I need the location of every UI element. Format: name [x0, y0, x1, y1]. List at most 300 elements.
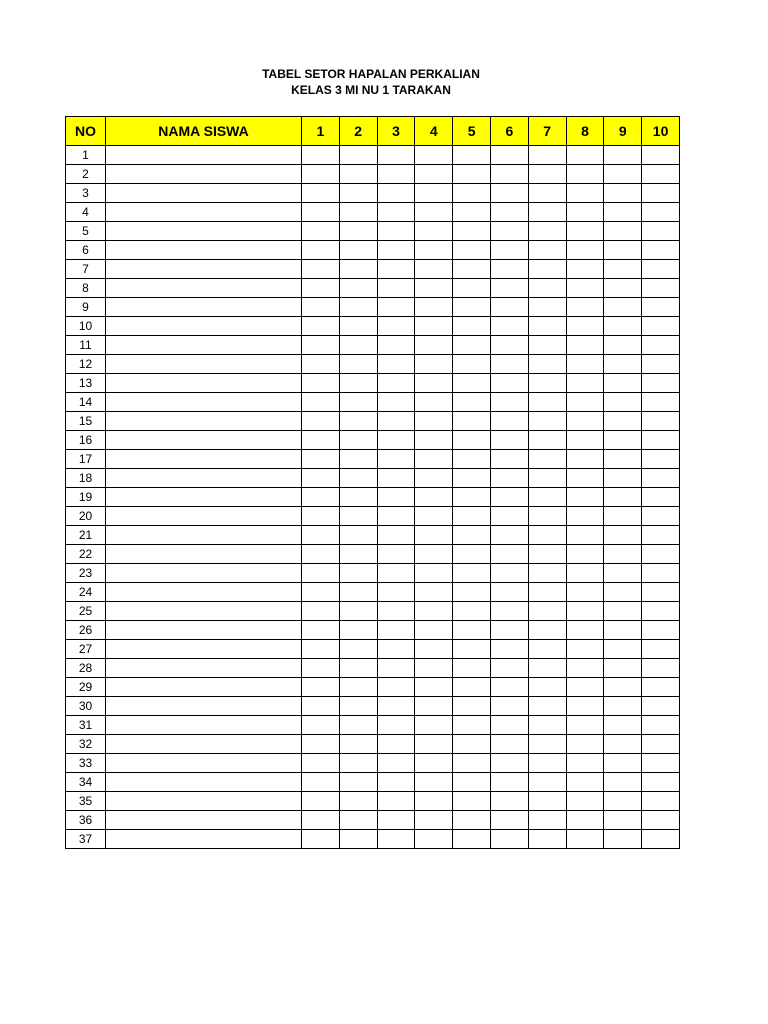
- table-mark-cell[interactable]: [604, 317, 642, 336]
- table-mark-cell[interactable]: [566, 678, 604, 697]
- table-mark-cell[interactable]: [339, 165, 377, 184]
- table-mark-cell[interactable]: [302, 640, 340, 659]
- table-mark-cell[interactable]: [415, 393, 453, 412]
- table-mark-cell[interactable]: [339, 260, 377, 279]
- table-mark-cell[interactable]: [528, 374, 566, 393]
- table-mark-cell[interactable]: [604, 830, 642, 849]
- table-mark-cell[interactable]: [339, 412, 377, 431]
- table-mark-cell[interactable]: [528, 564, 566, 583]
- table-mark-cell[interactable]: [490, 469, 528, 488]
- table-mark-cell[interactable]: [528, 735, 566, 754]
- table-mark-cell[interactable]: [453, 754, 491, 773]
- table-mark-cell[interactable]: [377, 184, 415, 203]
- table-mark-cell[interactable]: [302, 431, 340, 450]
- table-mark-cell[interactable]: [490, 374, 528, 393]
- table-mark-cell[interactable]: [302, 203, 340, 222]
- table-mark-cell[interactable]: [642, 678, 680, 697]
- student-name-cell[interactable]: [106, 165, 302, 184]
- table-mark-cell[interactable]: [339, 659, 377, 678]
- table-mark-cell[interactable]: [528, 678, 566, 697]
- table-mark-cell[interactable]: [566, 697, 604, 716]
- table-mark-cell[interactable]: [453, 222, 491, 241]
- student-name-cell[interactable]: [106, 317, 302, 336]
- student-name-cell[interactable]: [106, 488, 302, 507]
- table-mark-cell[interactable]: [339, 184, 377, 203]
- table-mark-cell[interactable]: [302, 298, 340, 317]
- table-mark-cell[interactable]: [566, 184, 604, 203]
- table-mark-cell[interactable]: [302, 545, 340, 564]
- table-mark-cell[interactable]: [377, 735, 415, 754]
- table-mark-cell[interactable]: [490, 526, 528, 545]
- table-mark-cell[interactable]: [453, 450, 491, 469]
- table-mark-cell[interactable]: [528, 659, 566, 678]
- table-mark-cell[interactable]: [453, 412, 491, 431]
- table-mark-cell[interactable]: [604, 298, 642, 317]
- table-mark-cell[interactable]: [566, 393, 604, 412]
- table-mark-cell[interactable]: [453, 374, 491, 393]
- student-name-cell[interactable]: [106, 697, 302, 716]
- table-mark-cell[interactable]: [604, 526, 642, 545]
- table-mark-cell[interactable]: [302, 526, 340, 545]
- table-mark-cell[interactable]: [604, 507, 642, 526]
- table-mark-cell[interactable]: [339, 241, 377, 260]
- student-name-cell[interactable]: [106, 830, 302, 849]
- table-mark-cell[interactable]: [604, 621, 642, 640]
- table-mark-cell[interactable]: [604, 735, 642, 754]
- student-name-cell[interactable]: [106, 754, 302, 773]
- table-mark-cell[interactable]: [339, 279, 377, 298]
- table-mark-cell[interactable]: [415, 450, 453, 469]
- table-mark-cell[interactable]: [415, 165, 453, 184]
- student-name-cell[interactable]: [106, 583, 302, 602]
- table-mark-cell[interactable]: [566, 450, 604, 469]
- table-mark-cell[interactable]: [302, 811, 340, 830]
- table-mark-cell[interactable]: [642, 583, 680, 602]
- table-mark-cell[interactable]: [642, 222, 680, 241]
- table-mark-cell[interactable]: [415, 792, 453, 811]
- table-mark-cell[interactable]: [415, 260, 453, 279]
- table-mark-cell[interactable]: [604, 222, 642, 241]
- table-mark-cell[interactable]: [604, 184, 642, 203]
- table-mark-cell[interactable]: [604, 393, 642, 412]
- table-mark-cell[interactable]: [566, 317, 604, 336]
- table-mark-cell[interactable]: [377, 526, 415, 545]
- table-mark-cell[interactable]: [604, 602, 642, 621]
- table-mark-cell[interactable]: [528, 792, 566, 811]
- table-mark-cell[interactable]: [302, 488, 340, 507]
- table-mark-cell[interactable]: [453, 545, 491, 564]
- table-mark-cell[interactable]: [302, 507, 340, 526]
- table-mark-cell[interactable]: [453, 735, 491, 754]
- table-mark-cell[interactable]: [339, 716, 377, 735]
- table-mark-cell[interactable]: [377, 564, 415, 583]
- table-mark-cell[interactable]: [566, 355, 604, 374]
- table-mark-cell[interactable]: [453, 792, 491, 811]
- table-mark-cell[interactable]: [604, 754, 642, 773]
- table-mark-cell[interactable]: [528, 355, 566, 374]
- table-mark-cell[interactable]: [415, 203, 453, 222]
- table-mark-cell[interactable]: [490, 697, 528, 716]
- table-mark-cell[interactable]: [415, 184, 453, 203]
- table-mark-cell[interactable]: [415, 526, 453, 545]
- table-mark-cell[interactable]: [566, 165, 604, 184]
- table-mark-cell[interactable]: [566, 222, 604, 241]
- table-mark-cell[interactable]: [339, 336, 377, 355]
- table-mark-cell[interactable]: [490, 241, 528, 260]
- table-mark-cell[interactable]: [377, 260, 415, 279]
- table-mark-cell[interactable]: [377, 317, 415, 336]
- table-mark-cell[interactable]: [528, 583, 566, 602]
- table-mark-cell[interactable]: [453, 697, 491, 716]
- table-mark-cell[interactable]: [566, 412, 604, 431]
- table-mark-cell[interactable]: [566, 773, 604, 792]
- table-mark-cell[interactable]: [490, 393, 528, 412]
- table-mark-cell[interactable]: [490, 583, 528, 602]
- table-mark-cell[interactable]: [490, 355, 528, 374]
- table-mark-cell[interactable]: [339, 222, 377, 241]
- table-mark-cell[interactable]: [528, 317, 566, 336]
- table-mark-cell[interactable]: [377, 678, 415, 697]
- table-mark-cell[interactable]: [415, 355, 453, 374]
- table-mark-cell[interactable]: [377, 697, 415, 716]
- table-mark-cell[interactable]: [339, 146, 377, 165]
- table-mark-cell[interactable]: [566, 279, 604, 298]
- table-mark-cell[interactable]: [642, 431, 680, 450]
- table-mark-cell[interactable]: [377, 298, 415, 317]
- table-mark-cell[interactable]: [490, 678, 528, 697]
- table-mark-cell[interactable]: [528, 469, 566, 488]
- table-mark-cell[interactable]: [415, 146, 453, 165]
- table-mark-cell[interactable]: [566, 507, 604, 526]
- student-name-cell[interactable]: [106, 735, 302, 754]
- table-mark-cell[interactable]: [490, 431, 528, 450]
- table-mark-cell[interactable]: [642, 336, 680, 355]
- table-mark-cell[interactable]: [453, 640, 491, 659]
- table-mark-cell[interactable]: [528, 260, 566, 279]
- table-mark-cell[interactable]: [528, 526, 566, 545]
- table-mark-cell[interactable]: [604, 279, 642, 298]
- student-name-cell[interactable]: [106, 450, 302, 469]
- table-mark-cell[interactable]: [453, 146, 491, 165]
- table-mark-cell[interactable]: [490, 564, 528, 583]
- table-mark-cell[interactable]: [453, 716, 491, 735]
- table-mark-cell[interactable]: [339, 298, 377, 317]
- table-mark-cell[interactable]: [415, 298, 453, 317]
- table-mark-cell[interactable]: [528, 336, 566, 355]
- table-mark-cell[interactable]: [566, 241, 604, 260]
- table-mark-cell[interactable]: [339, 431, 377, 450]
- table-mark-cell[interactable]: [528, 488, 566, 507]
- table-mark-cell[interactable]: [528, 203, 566, 222]
- table-mark-cell[interactable]: [528, 507, 566, 526]
- table-mark-cell[interactable]: [453, 260, 491, 279]
- table-mark-cell[interactable]: [566, 583, 604, 602]
- student-name-cell[interactable]: [106, 184, 302, 203]
- table-mark-cell[interactable]: [377, 621, 415, 640]
- table-mark-cell[interactable]: [415, 222, 453, 241]
- student-name-cell[interactable]: [106, 336, 302, 355]
- table-mark-cell[interactable]: [302, 279, 340, 298]
- table-mark-cell[interactable]: [302, 393, 340, 412]
- table-mark-cell[interactable]: [339, 545, 377, 564]
- table-mark-cell[interactable]: [415, 241, 453, 260]
- student-name-cell[interactable]: [106, 716, 302, 735]
- table-mark-cell[interactable]: [528, 754, 566, 773]
- table-mark-cell[interactable]: [377, 412, 415, 431]
- table-mark-cell[interactable]: [490, 754, 528, 773]
- table-mark-cell[interactable]: [490, 602, 528, 621]
- table-mark-cell[interactable]: [377, 640, 415, 659]
- table-mark-cell[interactable]: [339, 317, 377, 336]
- student-name-cell[interactable]: [106, 374, 302, 393]
- student-name-cell[interactable]: [106, 393, 302, 412]
- student-name-cell[interactable]: [106, 564, 302, 583]
- table-mark-cell[interactable]: [302, 355, 340, 374]
- table-mark-cell[interactable]: [566, 735, 604, 754]
- student-name-cell[interactable]: [106, 298, 302, 317]
- table-mark-cell[interactable]: [604, 716, 642, 735]
- table-mark-cell[interactable]: [415, 754, 453, 773]
- table-mark-cell[interactable]: [377, 716, 415, 735]
- table-mark-cell[interactable]: [642, 811, 680, 830]
- table-mark-cell[interactable]: [415, 602, 453, 621]
- table-mark-cell[interactable]: [642, 640, 680, 659]
- table-mark-cell[interactable]: [415, 811, 453, 830]
- table-mark-cell[interactable]: [377, 488, 415, 507]
- table-mark-cell[interactable]: [490, 830, 528, 849]
- table-mark-cell[interactable]: [566, 640, 604, 659]
- table-mark-cell[interactable]: [490, 488, 528, 507]
- table-mark-cell[interactable]: [566, 336, 604, 355]
- table-mark-cell[interactable]: [302, 241, 340, 260]
- table-mark-cell[interactable]: [415, 583, 453, 602]
- table-mark-cell[interactable]: [642, 374, 680, 393]
- table-mark-cell[interactable]: [604, 640, 642, 659]
- table-mark-cell[interactable]: [528, 773, 566, 792]
- table-mark-cell[interactable]: [377, 583, 415, 602]
- table-mark-cell[interactable]: [377, 811, 415, 830]
- table-mark-cell[interactable]: [339, 488, 377, 507]
- table-mark-cell[interactable]: [302, 564, 340, 583]
- table-mark-cell[interactable]: [302, 602, 340, 621]
- table-mark-cell[interactable]: [490, 298, 528, 317]
- table-mark-cell[interactable]: [566, 754, 604, 773]
- table-mark-cell[interactable]: [490, 621, 528, 640]
- table-mark-cell[interactable]: [604, 450, 642, 469]
- table-mark-cell[interactable]: [566, 374, 604, 393]
- table-mark-cell[interactable]: [453, 488, 491, 507]
- table-mark-cell[interactable]: [415, 621, 453, 640]
- table-mark-cell[interactable]: [415, 830, 453, 849]
- table-mark-cell[interactable]: [566, 792, 604, 811]
- table-mark-cell[interactable]: [339, 773, 377, 792]
- table-mark-cell[interactable]: [453, 241, 491, 260]
- table-mark-cell[interactable]: [377, 355, 415, 374]
- table-mark-cell[interactable]: [604, 564, 642, 583]
- table-mark-cell[interactable]: [302, 773, 340, 792]
- table-mark-cell[interactable]: [415, 488, 453, 507]
- table-mark-cell[interactable]: [339, 697, 377, 716]
- table-mark-cell[interactable]: [415, 469, 453, 488]
- table-mark-cell[interactable]: [642, 773, 680, 792]
- table-mark-cell[interactable]: [642, 146, 680, 165]
- table-mark-cell[interactable]: [490, 222, 528, 241]
- table-mark-cell[interactable]: [377, 450, 415, 469]
- table-mark-cell[interactable]: [642, 412, 680, 431]
- table-mark-cell[interactable]: [528, 450, 566, 469]
- table-mark-cell[interactable]: [490, 659, 528, 678]
- table-mark-cell[interactable]: [377, 431, 415, 450]
- table-mark-cell[interactable]: [415, 545, 453, 564]
- table-mark-cell[interactable]: [415, 279, 453, 298]
- table-mark-cell[interactable]: [642, 564, 680, 583]
- table-mark-cell[interactable]: [604, 773, 642, 792]
- table-mark-cell[interactable]: [453, 469, 491, 488]
- table-mark-cell[interactable]: [377, 507, 415, 526]
- table-mark-cell[interactable]: [453, 203, 491, 222]
- table-mark-cell[interactable]: [453, 659, 491, 678]
- table-mark-cell[interactable]: [490, 146, 528, 165]
- table-mark-cell[interactable]: [490, 184, 528, 203]
- student-name-cell[interactable]: [106, 773, 302, 792]
- table-mark-cell[interactable]: [642, 450, 680, 469]
- table-mark-cell[interactable]: [566, 146, 604, 165]
- table-mark-cell[interactable]: [377, 203, 415, 222]
- table-mark-cell[interactable]: [453, 773, 491, 792]
- table-mark-cell[interactable]: [604, 431, 642, 450]
- table-mark-cell[interactable]: [528, 279, 566, 298]
- table-mark-cell[interactable]: [642, 469, 680, 488]
- student-name-cell[interactable]: [106, 659, 302, 678]
- table-mark-cell[interactable]: [528, 431, 566, 450]
- table-mark-cell[interactable]: [339, 393, 377, 412]
- student-name-cell[interactable]: [106, 146, 302, 165]
- table-mark-cell[interactable]: [377, 830, 415, 849]
- table-mark-cell[interactable]: [377, 279, 415, 298]
- table-mark-cell[interactable]: [415, 697, 453, 716]
- table-mark-cell[interactable]: [604, 583, 642, 602]
- table-mark-cell[interactable]: [302, 697, 340, 716]
- student-name-cell[interactable]: [106, 431, 302, 450]
- student-name-cell[interactable]: [106, 545, 302, 564]
- table-mark-cell[interactable]: [453, 602, 491, 621]
- table-mark-cell[interactable]: [302, 830, 340, 849]
- table-mark-cell[interactable]: [377, 773, 415, 792]
- table-mark-cell[interactable]: [339, 811, 377, 830]
- table-mark-cell[interactable]: [302, 450, 340, 469]
- table-mark-cell[interactable]: [604, 659, 642, 678]
- table-mark-cell[interactable]: [339, 621, 377, 640]
- table-mark-cell[interactable]: [528, 640, 566, 659]
- table-mark-cell[interactable]: [339, 507, 377, 526]
- table-mark-cell[interactable]: [339, 526, 377, 545]
- table-mark-cell[interactable]: [377, 146, 415, 165]
- table-mark-cell[interactable]: [302, 469, 340, 488]
- student-name-cell[interactable]: [106, 412, 302, 431]
- table-mark-cell[interactable]: [566, 659, 604, 678]
- student-name-cell[interactable]: [106, 260, 302, 279]
- table-mark-cell[interactable]: [528, 602, 566, 621]
- table-mark-cell[interactable]: [377, 545, 415, 564]
- table-mark-cell[interactable]: [566, 716, 604, 735]
- table-mark-cell[interactable]: [642, 184, 680, 203]
- table-mark-cell[interactable]: [566, 298, 604, 317]
- table-mark-cell[interactable]: [604, 374, 642, 393]
- table-mark-cell[interactable]: [528, 412, 566, 431]
- table-mark-cell[interactable]: [604, 241, 642, 260]
- table-mark-cell[interactable]: [642, 260, 680, 279]
- table-mark-cell[interactable]: [339, 355, 377, 374]
- table-mark-cell[interactable]: [302, 184, 340, 203]
- table-mark-cell[interactable]: [302, 165, 340, 184]
- table-mark-cell[interactable]: [453, 678, 491, 697]
- table-mark-cell[interactable]: [415, 317, 453, 336]
- table-mark-cell[interactable]: [377, 469, 415, 488]
- table-mark-cell[interactable]: [377, 374, 415, 393]
- table-mark-cell[interactable]: [453, 564, 491, 583]
- table-mark-cell[interactable]: [302, 659, 340, 678]
- table-mark-cell[interactable]: [642, 355, 680, 374]
- table-mark-cell[interactable]: [453, 507, 491, 526]
- table-mark-cell[interactable]: [566, 469, 604, 488]
- table-mark-cell[interactable]: [604, 203, 642, 222]
- table-mark-cell[interactable]: [377, 241, 415, 260]
- table-mark-cell[interactable]: [453, 317, 491, 336]
- table-mark-cell[interactable]: [302, 792, 340, 811]
- student-name-cell[interactable]: [106, 241, 302, 260]
- table-mark-cell[interactable]: [453, 811, 491, 830]
- table-mark-cell[interactable]: [528, 146, 566, 165]
- table-mark-cell[interactable]: [453, 336, 491, 355]
- student-name-cell[interactable]: [106, 526, 302, 545]
- table-mark-cell[interactable]: [339, 469, 377, 488]
- table-mark-cell[interactable]: [415, 678, 453, 697]
- table-mark-cell[interactable]: [490, 336, 528, 355]
- table-mark-cell[interactable]: [453, 298, 491, 317]
- table-mark-cell[interactable]: [604, 545, 642, 564]
- table-mark-cell[interactable]: [302, 735, 340, 754]
- table-mark-cell[interactable]: [453, 393, 491, 412]
- table-mark-cell[interactable]: [642, 792, 680, 811]
- table-mark-cell[interactable]: [642, 393, 680, 412]
- table-mark-cell[interactable]: [490, 450, 528, 469]
- table-mark-cell[interactable]: [415, 507, 453, 526]
- table-mark-cell[interactable]: [453, 526, 491, 545]
- table-mark-cell[interactable]: [642, 241, 680, 260]
- student-name-cell[interactable]: [106, 469, 302, 488]
- table-mark-cell[interactable]: [339, 830, 377, 849]
- student-name-cell[interactable]: [106, 678, 302, 697]
- table-mark-cell[interactable]: [377, 222, 415, 241]
- table-mark-cell[interactable]: [339, 678, 377, 697]
- table-mark-cell[interactable]: [566, 431, 604, 450]
- table-mark-cell[interactable]: [377, 659, 415, 678]
- table-mark-cell[interactable]: [415, 640, 453, 659]
- table-mark-cell[interactable]: [302, 374, 340, 393]
- table-mark-cell[interactable]: [339, 735, 377, 754]
- table-mark-cell[interactable]: [490, 811, 528, 830]
- table-mark-cell[interactable]: [302, 317, 340, 336]
- table-mark-cell[interactable]: [453, 583, 491, 602]
- table-mark-cell[interactable]: [302, 621, 340, 640]
- table-mark-cell[interactable]: [415, 735, 453, 754]
- table-mark-cell[interactable]: [453, 355, 491, 374]
- table-mark-cell[interactable]: [604, 678, 642, 697]
- table-mark-cell[interactable]: [528, 811, 566, 830]
- table-mark-cell[interactable]: [604, 811, 642, 830]
- table-mark-cell[interactable]: [642, 203, 680, 222]
- student-name-cell[interactable]: [106, 811, 302, 830]
